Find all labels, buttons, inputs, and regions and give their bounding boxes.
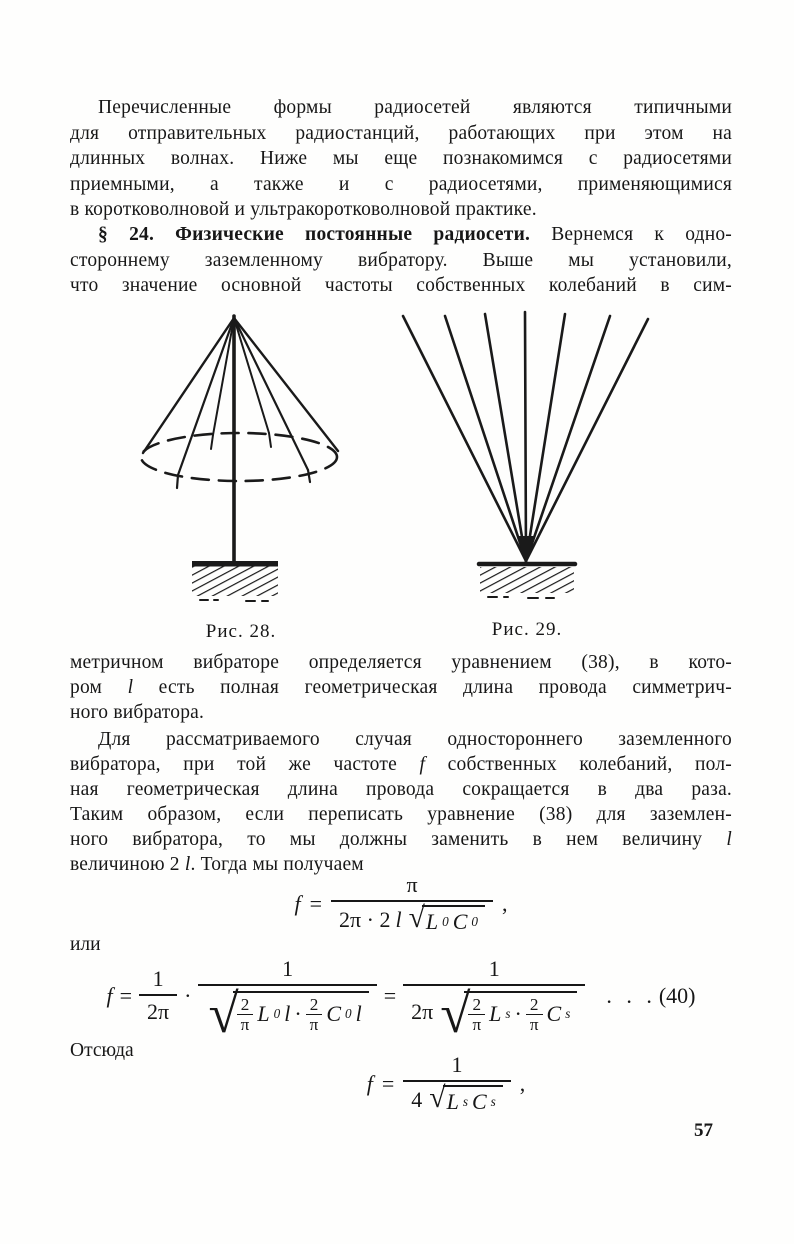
text-line: вибратора, при той же частоте f собственных колебаний, пол- xyxy=(70,754,732,775)
math-token: π xyxy=(237,1014,254,1034)
math-token: 2 xyxy=(529,994,539,1014)
radical xyxy=(429,1082,503,1115)
text-line: Перечисленные формы радиосетей являются типичными xyxy=(98,97,732,118)
math-token: 4 xyxy=(411,1087,423,1112)
paragraph-section-24 xyxy=(70,222,732,299)
math-token: 2π xyxy=(139,994,177,1025)
math-token: L xyxy=(489,1001,502,1027)
text-line: Для рассматриваемого случая одностороннего заземленного xyxy=(98,729,732,750)
radicand xyxy=(233,991,369,1034)
radical-sign: √ xyxy=(408,902,425,935)
math-token: π xyxy=(468,1014,485,1034)
fraction xyxy=(403,1052,511,1115)
ground-hatch xyxy=(192,561,278,601)
math-token: = xyxy=(119,982,133,1008)
figure-28 xyxy=(134,312,348,643)
fraction xyxy=(306,995,323,1034)
hence-label: Отсюда xyxy=(70,1040,134,1061)
subscript: 0 xyxy=(471,914,479,929)
fan-antenna-drawing xyxy=(396,310,658,602)
math-token: π xyxy=(406,872,418,897)
or-label: или xyxy=(70,934,101,955)
math-token: L xyxy=(257,1001,270,1027)
fraction xyxy=(403,956,585,1044)
umbrella-base-circle xyxy=(141,433,337,481)
page-number: 57 xyxy=(694,1120,713,1141)
text-line: стороннему заземленному вибратору. Выше мы установили, xyxy=(70,249,732,271)
radical xyxy=(440,983,577,1044)
text-line: длинных волнах. Ниже мы еще познакомимся с радиосетями xyxy=(70,148,732,169)
figure-caption: Рис. 28. xyxy=(205,621,277,642)
radical xyxy=(408,902,485,935)
math-token: f xyxy=(106,982,113,1008)
paragraph-intro xyxy=(70,95,732,223)
radical-sign: √ xyxy=(440,983,471,1044)
text-line: метричном вибраторе определяется уравнением (38), в кото- xyxy=(70,652,732,673)
math-token: 2 xyxy=(309,994,319,1014)
math-token: 1 xyxy=(282,956,294,981)
math-token: 1 xyxy=(488,956,500,981)
heading-rest: Вернемся к одно- xyxy=(530,224,733,245)
radicand xyxy=(443,1085,503,1115)
text-line: величиною 2 l. Тогда мы получаем xyxy=(70,854,364,875)
math-token: π xyxy=(526,1014,543,1034)
text-line xyxy=(70,222,732,248)
section-heading: § 24. Физические постоянные радиосети. xyxy=(98,224,531,245)
math-token: 2π xyxy=(411,999,434,1025)
text-line: для отправительных радиостанций, работающих при этом на xyxy=(70,122,732,144)
equation-number: (40) xyxy=(658,982,696,1008)
text-line: ного вибратора, то мы должны заменить в нем величину l xyxy=(70,829,732,850)
ground-hatch xyxy=(479,564,575,598)
math-token: = xyxy=(309,890,323,916)
subscript: 0 xyxy=(442,914,449,929)
math-token: C xyxy=(471,1089,487,1114)
math-token: 1 xyxy=(451,1052,463,1077)
math-token: · xyxy=(184,982,192,1008)
math-token: , xyxy=(502,890,508,916)
formula-frequency-basic xyxy=(70,872,732,935)
math-token: f xyxy=(294,890,301,916)
math-token: 2 xyxy=(240,994,250,1014)
math-token xyxy=(403,1080,511,1115)
math-token: C xyxy=(326,1001,341,1027)
math-token: f xyxy=(366,1070,373,1096)
math-token xyxy=(403,983,585,1044)
math-token xyxy=(198,983,376,1044)
fraction xyxy=(331,872,493,935)
math-token: C xyxy=(546,1001,562,1027)
text-line: что значение основной частоты собственных колебаний в сим- xyxy=(70,275,732,296)
text-line: приемными, а также и с радиосетями, применяющимися xyxy=(70,173,732,195)
math-token: · xyxy=(294,1001,302,1027)
paragraph-eq38 xyxy=(70,650,732,725)
math-token: 2 xyxy=(472,994,482,1014)
math-token: l xyxy=(395,907,402,932)
text-line: ная геометрическая длина провода сокращается в два раза. xyxy=(70,779,732,800)
radical-sign: √ xyxy=(208,983,239,1044)
subscript: 0 xyxy=(345,1006,352,1022)
formula-40 xyxy=(70,956,732,1044)
subscript: s xyxy=(505,1006,511,1022)
antenna-wires xyxy=(143,318,338,488)
math-token xyxy=(331,900,493,935)
fraction xyxy=(198,956,376,1044)
figure-caption: Рис. 29. xyxy=(491,619,563,640)
math-token: C xyxy=(452,909,468,934)
math-token: L xyxy=(446,1089,459,1114)
text-line: в коротковолновой и ультракоротковолновой практике. xyxy=(70,199,537,220)
radical-sign: √ xyxy=(429,1082,446,1115)
math-token: = xyxy=(381,1070,395,1096)
math-token: π xyxy=(306,1014,323,1034)
fraction xyxy=(468,995,485,1034)
math-token: l xyxy=(284,1001,291,1027)
radical xyxy=(208,983,368,1044)
radicand xyxy=(422,905,485,935)
math-token: , xyxy=(519,1070,526,1096)
figure-29 xyxy=(396,310,658,641)
subscript: s xyxy=(490,1094,496,1109)
math-token: l xyxy=(355,1001,362,1027)
formula-frequency-result xyxy=(70,1052,732,1115)
paragraph-grounded-vibrator xyxy=(70,727,732,877)
math-token: = xyxy=(383,982,397,1008)
math-token: 2π · 2 xyxy=(339,907,391,932)
math-token: · xyxy=(514,1001,522,1027)
text-line: Таким образом, если переписать уравнение (38) для заземлен- xyxy=(70,804,732,825)
radicand xyxy=(464,991,577,1034)
antenna-wires xyxy=(403,312,648,561)
subscript: s xyxy=(565,1006,571,1022)
math-token: 1 xyxy=(152,966,164,992)
fraction xyxy=(139,966,177,1025)
subscript: 0 xyxy=(273,1006,281,1022)
math-dots: . . . xyxy=(606,982,652,1008)
text-line: ного вибратора. xyxy=(70,702,205,723)
fraction xyxy=(237,995,254,1034)
text-line: ром l есть полная геометрическая длина провода симметрич- xyxy=(70,677,732,698)
fraction xyxy=(526,995,543,1034)
umbrella-antenna-drawing xyxy=(134,312,348,604)
subscript: s xyxy=(462,1094,468,1109)
math-token: L xyxy=(425,909,439,934)
